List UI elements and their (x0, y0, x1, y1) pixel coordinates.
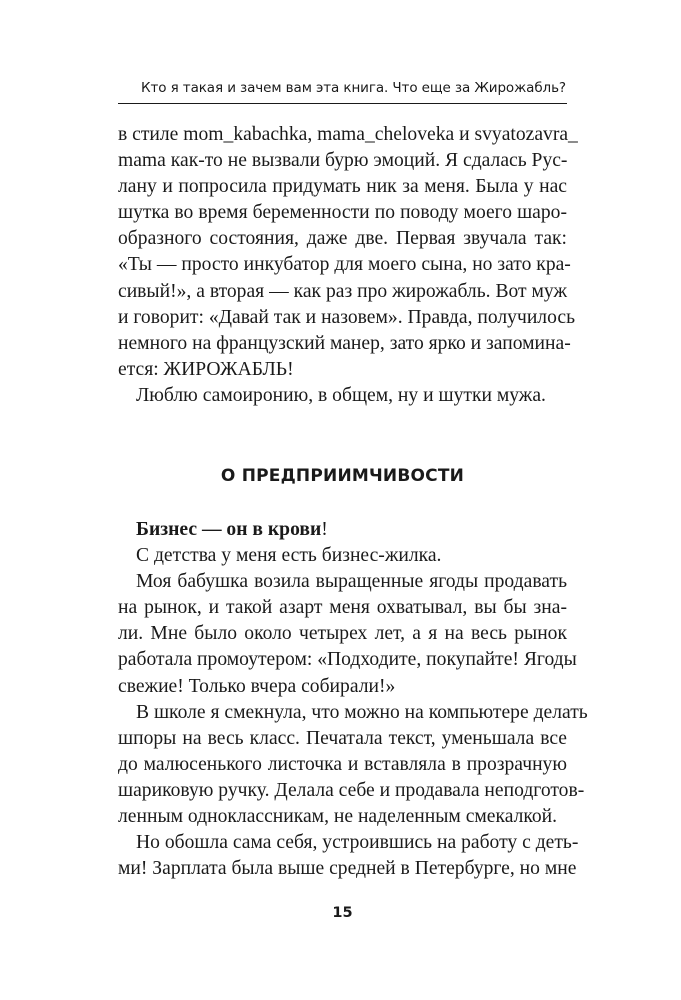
page-number: 15 (332, 905, 353, 921)
section-body (118, 517, 588, 882)
text-line: шпоры на весь класс. Печатала текст, уменьшала все (118, 727, 567, 749)
text-line: Моя бабушка возила выращенные ягоды продавать (136, 571, 567, 593)
text-line: ми! Зарплата была выше средней в Петербурге, но мне (118, 858, 577, 880)
text-line: Но обошла сама себя, устроившись на работу с деть- (136, 832, 579, 854)
text-line: в стиле mom_kabachka, mama_cheloveka и svyatozavra_ (118, 124, 578, 145)
text-line: образного состояния, даже две. Первая звучала так: (118, 228, 567, 250)
text-line: свежие! Только вчера собирали!» (118, 675, 396, 697)
text-line: mama как-то не вызвали бурю эмоций. Я сдалась Рус- (118, 150, 568, 172)
running-header: Кто я такая и зачем вам эта книга. Что еще за Жирожабль? (141, 80, 566, 96)
text-line: «Ты — просто инкубатор для моего сына, но зато кра- (118, 254, 571, 276)
text-line: ли. Мне было около четырех лет, а я на весь рынок (118, 623, 567, 645)
lead-bold: Бизнес — он в крови (136, 519, 322, 540)
text-line: лану и попросила придумать ник за меня. Была у нас (118, 176, 567, 198)
text-line: немного на французский манер, зато ярко и запомина- (118, 332, 571, 354)
text-line: сивый!», а вторая — как раз про жирожабль. Вот муж (118, 280, 567, 302)
header-rule (118, 103, 567, 104)
text-line: и говорит: «Давай так и назовем». Правда, получилось (118, 306, 575, 328)
text-line: Люблю самоиронию, в общем, ну и шутки мужа. (136, 384, 546, 406)
intro-text (118, 122, 578, 409)
text-line: на рынок, и такой азарт меня охватывал, вы бы зна- (118, 597, 567, 619)
text-line: ленным одноклассникам, не наделенным смекалкой. (118, 806, 558, 828)
text-line: работала промоутером: «Подходите, покупайте! Ягоды (118, 649, 577, 671)
text-line: С детства у меня есть бизнес-жилка. (136, 545, 442, 567)
lead-tail: ! (321, 519, 328, 540)
lead-line (118, 517, 567, 543)
text-line: до малюсенького листочка и вставляла в прозрачную (118, 753, 567, 775)
text-line: ется: ЖИРОЖАБЛЬ! (118, 358, 294, 380)
section-heading: О ПРЕДПРИИМЧИВОСТИ (220, 466, 465, 486)
text-line: В школе я смекнула, что можно на компьютере делать (136, 701, 588, 723)
text-line: шутка во время беременности по поводу моего шаро- (118, 202, 567, 224)
text-line: шариковую ручку. Делала себе и продавала неподготов- (118, 779, 585, 801)
